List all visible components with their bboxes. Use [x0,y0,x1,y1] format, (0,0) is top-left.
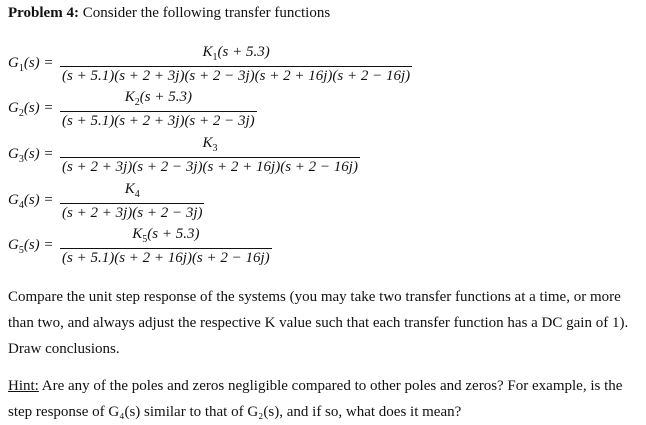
tf-fraction [60,226,272,266]
tf-numerator: $K_3$ [202,135,218,154]
hint-text: Are any of the poles and zeros negligible compared to other poles and zeros? For example, is the step response of G₄(s) similar to that of G₂(s), and if so, what does it mean? [8,378,623,420]
tf-numerator: $K_1(s + 5.3)$ [202,44,270,63]
tf-fraction [60,181,204,221]
tf-fraction [60,44,412,84]
tf-denominator: (s + 5.1)(s + 2 + 16j)(s + 2 − 16j) [62,250,270,266]
tf-lhs: $G_4(s)$ = [8,192,54,211]
hint-label: Hint: [8,378,39,394]
tf-fraction [60,135,360,175]
problem-heading [8,5,330,22]
tf-fraction [60,89,257,129]
problem-label: Problem 4: [8,5,79,21]
tf-denominator: (s + 2 + 3j)(s + 2 − 3j) [62,205,203,221]
tf-numerator: $K_2(s + 5.3)$ [124,89,192,108]
tf-lhs: $G_1(s)$ = [8,55,54,74]
problem-intro: Consider the following transfer functions [78,5,331,21]
tf-lhs: $G_3(s)$ = [8,146,54,165]
tf-numerator: $K_4$ [124,181,140,200]
tf-lhs: $G_5(s)$ = [8,237,54,256]
tf-numerator: $K_5(s + 5.3)$ [132,226,200,245]
tf-denominator: (s + 5.1)(s + 2 + 3j)(s + 2 − 3j) [62,113,255,129]
hint-paragraph [8,373,633,425]
tf-denominator: (s + 5.1)(s + 2 + 3j)(s + 2 − 3j)(s + 2 + 16j)(s + 2 − 16j) [62,68,411,84]
compare-paragraph: Compare the unit step response of the systems (you may take two transfer functions at a time, or more than two, and always adjust the respective K value such that each transfer function has a DC gain of 1). Draw conclusions. [8,289,629,357]
tf-denominator: (s + 2 + 3j)(s + 2 − 3j)(s + 2 + 16j)(s + 2 − 16j) [62,159,358,175]
tf-lhs: $G_2(s)$ = [8,100,54,119]
